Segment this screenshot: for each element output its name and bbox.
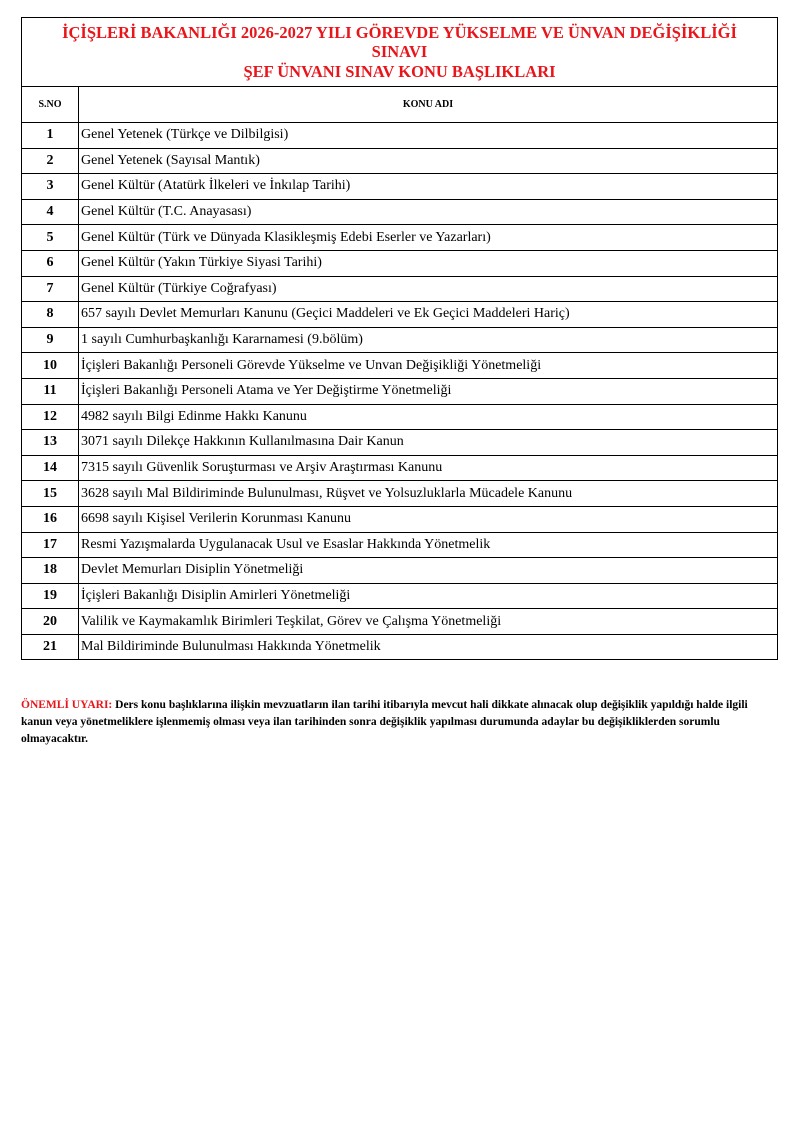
- row-number: 10: [22, 353, 79, 379]
- title-line-1: İÇİŞLERİ BAKANLIĞI 2026-2027 YILI GÖREVDE YÜKSELME VE ÜNVAN DEĞİŞİKLİĞİ: [62, 22, 737, 42]
- table-row: [22, 199, 778, 225]
- row-topic: 1 sayılı Cumhurbaşkanlığı Kararnamesi (9.bölüm): [79, 327, 778, 353]
- table-row: [22, 276, 778, 302]
- page-title: [22, 18, 778, 87]
- row-topic: Genel Kültür (Yakın Türkiye Siyasi Tarihi): [79, 250, 778, 276]
- row-topic: Valilik ve Kaymakamlık Birimleri Teşkilat, Görev ve Çalışma Yönetmeliği: [79, 609, 778, 635]
- table-header-row: [22, 87, 778, 123]
- table-row: [22, 123, 778, 149]
- table-row: [22, 506, 778, 532]
- row-topic: İçişleri Bakanlığı Disiplin Amirleri Yönetmeliği: [79, 583, 778, 609]
- table-row: [22, 327, 778, 353]
- row-topic: Devlet Memurları Disiplin Yönetmeliği: [79, 558, 778, 584]
- table-row: [22, 148, 778, 174]
- row-topic: 6698 sayılı Kişisel Verilerin Korunması Kanunu: [79, 506, 778, 532]
- row-topic: 4982 sayılı Bilgi Edinme Hakkı Kanunu: [79, 404, 778, 430]
- row-number: 20: [22, 609, 79, 635]
- warning-label: ÖNEMLİ UYARI:: [21, 699, 113, 711]
- row-topic: Resmi Yazışmalarda Uygulanacak Usul ve Esaslar Hakkında Yönetmelik: [79, 532, 778, 558]
- table-row: [22, 302, 778, 328]
- row-number: 2: [22, 148, 79, 174]
- row-topic: İçişleri Bakanlığı Personeli Görevde Yükselme ve Unvan Değişikliği Yönetmeliği: [79, 353, 778, 379]
- title-row: [22, 18, 778, 87]
- row-topic: Genel Kültür (T.C. Anayasası): [79, 199, 778, 225]
- row-topic: 657 sayılı Devlet Memurları Kanunu (Geçici Maddeleri ve Ek Geçici Maddeleri Hariç): [79, 302, 778, 328]
- title-line-2: SINAVI: [371, 42, 428, 62]
- row-number: 12: [22, 404, 79, 430]
- table-row: [22, 404, 778, 430]
- row-number: 15: [22, 481, 79, 507]
- row-topic: Genel Kültür (Türkiye Coğrafyası): [79, 276, 778, 302]
- document: [21, 17, 778, 660]
- row-topic: Genel Kültür (Türk ve Dünyada Klasikleşmiş Edebi Eserler ve Yazarları): [79, 225, 778, 251]
- row-number: 16: [22, 506, 79, 532]
- table-row: [22, 430, 778, 456]
- table-row: [22, 634, 778, 660]
- table-row: [22, 481, 778, 507]
- row-number: 3: [22, 174, 79, 200]
- title-line-3: ŞEF ÜNVANI SINAV KONU BAŞLIKLARI: [243, 61, 556, 81]
- table-row: [22, 353, 778, 379]
- row-number: 13: [22, 430, 79, 456]
- table-row: [22, 378, 778, 404]
- table-row: [22, 558, 778, 584]
- row-number: 4: [22, 199, 79, 225]
- row-number: 9: [22, 327, 79, 353]
- row-number: 19: [22, 583, 79, 609]
- row-number: 8: [22, 302, 79, 328]
- row-topic: Mal Bildiriminde Bulunulması Hakkında Yönetmelik: [79, 634, 778, 660]
- row-topic: Genel Yetenek (Türkçe ve Dilbilgisi): [79, 123, 778, 149]
- important-warning: [21, 697, 781, 748]
- row-number: 11: [22, 378, 79, 404]
- row-topic: 7315 sayılı Güvenlik Soruşturması ve Arşiv Araştırması Kanunu: [79, 455, 778, 481]
- row-number: 6: [22, 250, 79, 276]
- row-topic: Genel Kültür (Atatürk İlkeleri ve İnkılap Tarihi): [79, 174, 778, 200]
- table-row: [22, 225, 778, 251]
- row-number: 7: [22, 276, 79, 302]
- row-number: 1: [22, 123, 79, 149]
- table-row: [22, 174, 778, 200]
- table-row: [22, 609, 778, 635]
- warning-text: Ders konu başlıklarına ilişkin mevzuatların ilan tarihi itibarıyla mevcut hali dikkate alınacak olup değişiklik yapıldığı halde ilgili kanun veya yönetmeliklere işlenmemiş olması veya ilan tarihinden sonra değişiklik yapılması durumunda adaylar bu değişikliklerden sorumlu olmayacaktır.: [21, 699, 748, 745]
- table-row: [22, 455, 778, 481]
- column-header-topic: KONU ADI: [79, 87, 778, 123]
- row-number: 5: [22, 225, 79, 251]
- row-number: 17: [22, 532, 79, 558]
- table-row: [22, 583, 778, 609]
- topics-table: [21, 17, 778, 660]
- table-row: [22, 250, 778, 276]
- row-topic: 3071 sayılı Dilekçe Hakkının Kullanılmasına Dair Kanun: [79, 430, 778, 456]
- table-row: [22, 532, 778, 558]
- row-topic: İçişleri Bakanlığı Personeli Atama ve Yer Değiştirme Yönetmeliği: [79, 378, 778, 404]
- column-header-no: S.NO: [22, 87, 79, 123]
- row-number: 14: [22, 455, 79, 481]
- row-topic: 3628 sayılı Mal Bildiriminde Bulunulması, Rüşvet ve Yolsuzluklarla Mücadele Kanunu: [79, 481, 778, 507]
- row-number: 18: [22, 558, 79, 584]
- row-number: 21: [22, 634, 79, 660]
- row-topic: Genel Yetenek (Sayısal Mantık): [79, 148, 778, 174]
